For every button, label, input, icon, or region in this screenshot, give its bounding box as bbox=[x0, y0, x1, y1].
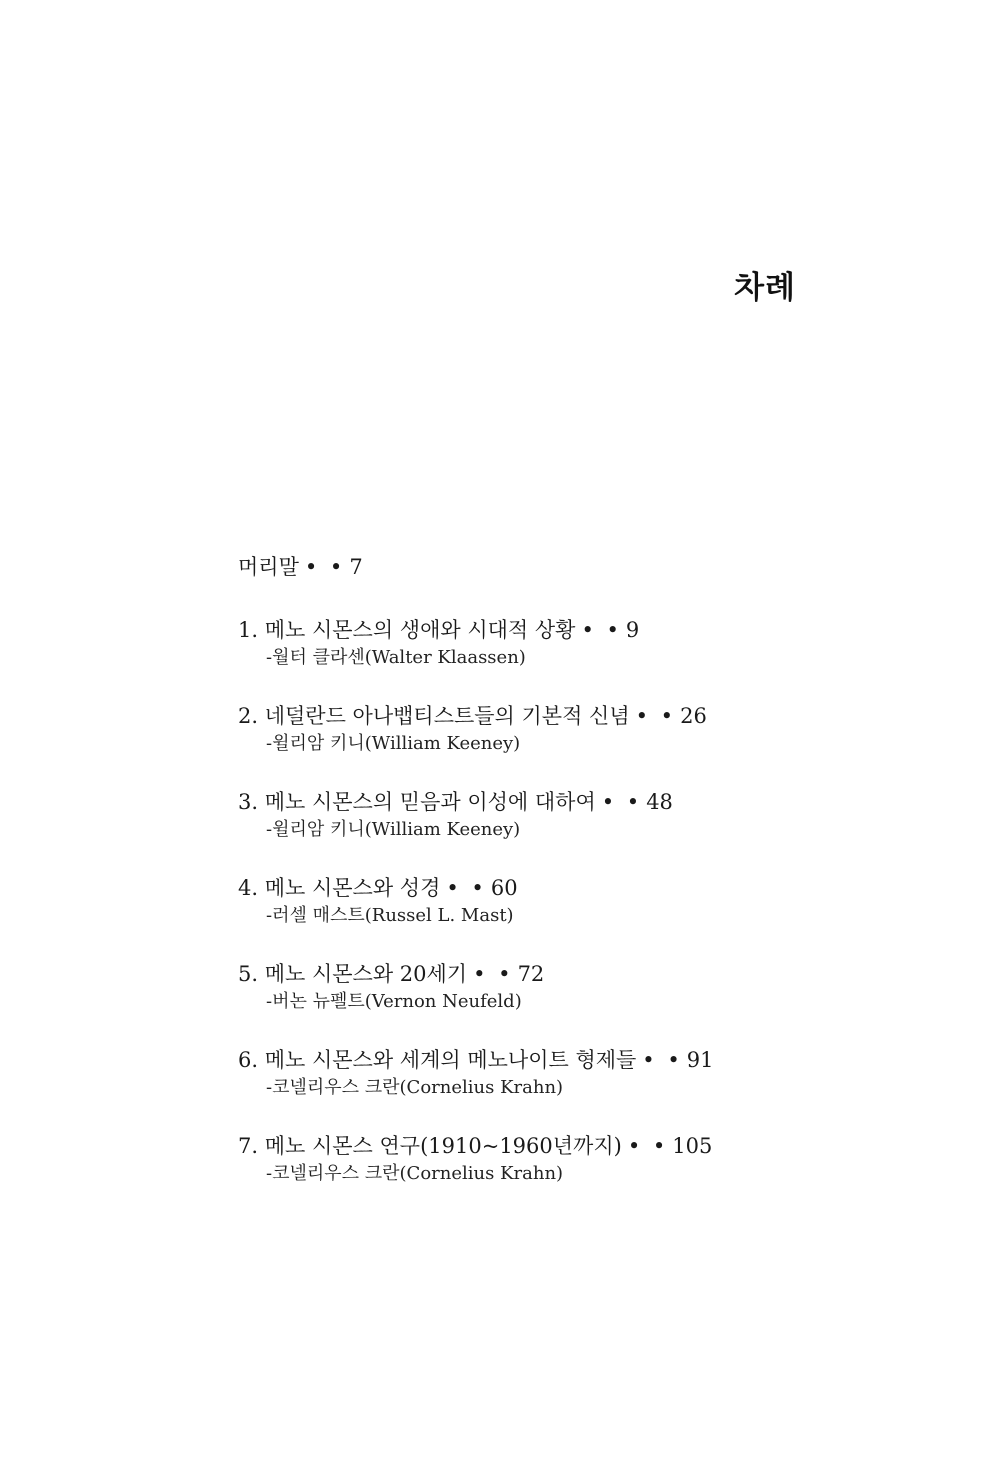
toc-entry-line bbox=[238, 701, 798, 731]
toc-entry-author: -윌리암 키니(William Keeney) bbox=[266, 819, 521, 840]
toc-entry[interactable] bbox=[238, 1045, 798, 1101]
table-of-contents bbox=[238, 552, 798, 1217]
toc-entry-title: 메노 시몬스 연구(1910~1960년까지) bbox=[264, 1134, 622, 1158]
toc-entry-number: 1. bbox=[238, 618, 259, 642]
toc-entry[interactable] bbox=[238, 787, 798, 843]
toc-page-number: 72 bbox=[517, 962, 545, 986]
toc-entry[interactable] bbox=[238, 701, 798, 757]
toc-entry-line bbox=[238, 787, 798, 817]
toc-entry-author: -러셀 매스트(Russel L. Mast) bbox=[266, 905, 514, 926]
toc-page-number: 26 bbox=[680, 704, 707, 728]
toc-entry-author: -버논 뉴펠트(Vernon Neufeld) bbox=[266, 991, 522, 1012]
toc-entry-author: -코넬리우스 크란(Cornelius Krahn) bbox=[266, 1077, 564, 1098]
toc-entry-number: 2. bbox=[238, 704, 259, 728]
toc-leader: • • bbox=[642, 1048, 683, 1072]
toc-entry-title: 메노 시몬스와 세계의 메노나이트 형제들 bbox=[264, 1048, 637, 1072]
toc-leader: • • bbox=[473, 962, 514, 986]
toc-entry-title: 메노 시몬스의 생애와 시대적 상황 bbox=[264, 618, 576, 642]
toc-entry-title: 메노 시몬스와 20세기 bbox=[264, 962, 468, 986]
toc-entry-number: 4. bbox=[238, 876, 259, 900]
toc-entry-title: 메노 시몬스의 믿음과 이성에 대하여 bbox=[264, 790, 596, 814]
toc-leader: • • bbox=[446, 876, 487, 900]
toc-entry-line bbox=[238, 1045, 798, 1075]
toc-entry-title: 머리말 bbox=[238, 555, 299, 579]
toc-leader: • • bbox=[581, 618, 622, 642]
toc-entry-line bbox=[238, 873, 798, 903]
toc-page-number: 91 bbox=[686, 1048, 714, 1072]
toc-entry-number: 7. bbox=[238, 1134, 259, 1158]
page-title: 차례 bbox=[734, 270, 796, 306]
toc-entry[interactable] bbox=[238, 873, 798, 929]
toc-leader: • • bbox=[627, 1134, 669, 1158]
toc-entry-number: 6. bbox=[238, 1048, 259, 1072]
toc-leader: • • bbox=[601, 790, 643, 814]
toc-leader: • • bbox=[635, 704, 677, 728]
toc-page-number: 7 bbox=[349, 555, 363, 579]
toc-entry-author: -월터 클라센(Walter Klaassen) bbox=[266, 647, 526, 668]
toc-entry[interactable] bbox=[238, 1131, 798, 1187]
toc-page-number: 105 bbox=[672, 1134, 713, 1158]
toc-entry-line bbox=[238, 1131, 798, 1161]
toc-entry-preface[interactable] bbox=[238, 552, 798, 582]
toc-entry-title: 네덜란드 아나뱁티스트들의 기본적 신념 bbox=[264, 704, 630, 728]
toc-leader: • • bbox=[304, 555, 346, 579]
toc-entry-author: -코넬리우스 크란(Cornelius Krahn) bbox=[266, 1163, 564, 1184]
toc-entry-number: 5. bbox=[238, 962, 259, 986]
toc-entry-number: 3. bbox=[238, 790, 259, 814]
toc-entry[interactable] bbox=[238, 959, 798, 1015]
toc-page-number: 9 bbox=[625, 618, 640, 642]
toc-entry-line bbox=[238, 552, 798, 582]
toc-entry-author: -윌리암 키니(William Keeney) bbox=[266, 733, 521, 754]
toc-page-number: 60 bbox=[490, 876, 518, 900]
toc-entry-title: 메노 시몬스와 성경 bbox=[264, 876, 441, 900]
toc-entry-line bbox=[238, 615, 798, 645]
toc-entry[interactable] bbox=[238, 615, 798, 671]
toc-entry-line bbox=[238, 959, 798, 989]
toc-page-number: 48 bbox=[646, 790, 673, 814]
